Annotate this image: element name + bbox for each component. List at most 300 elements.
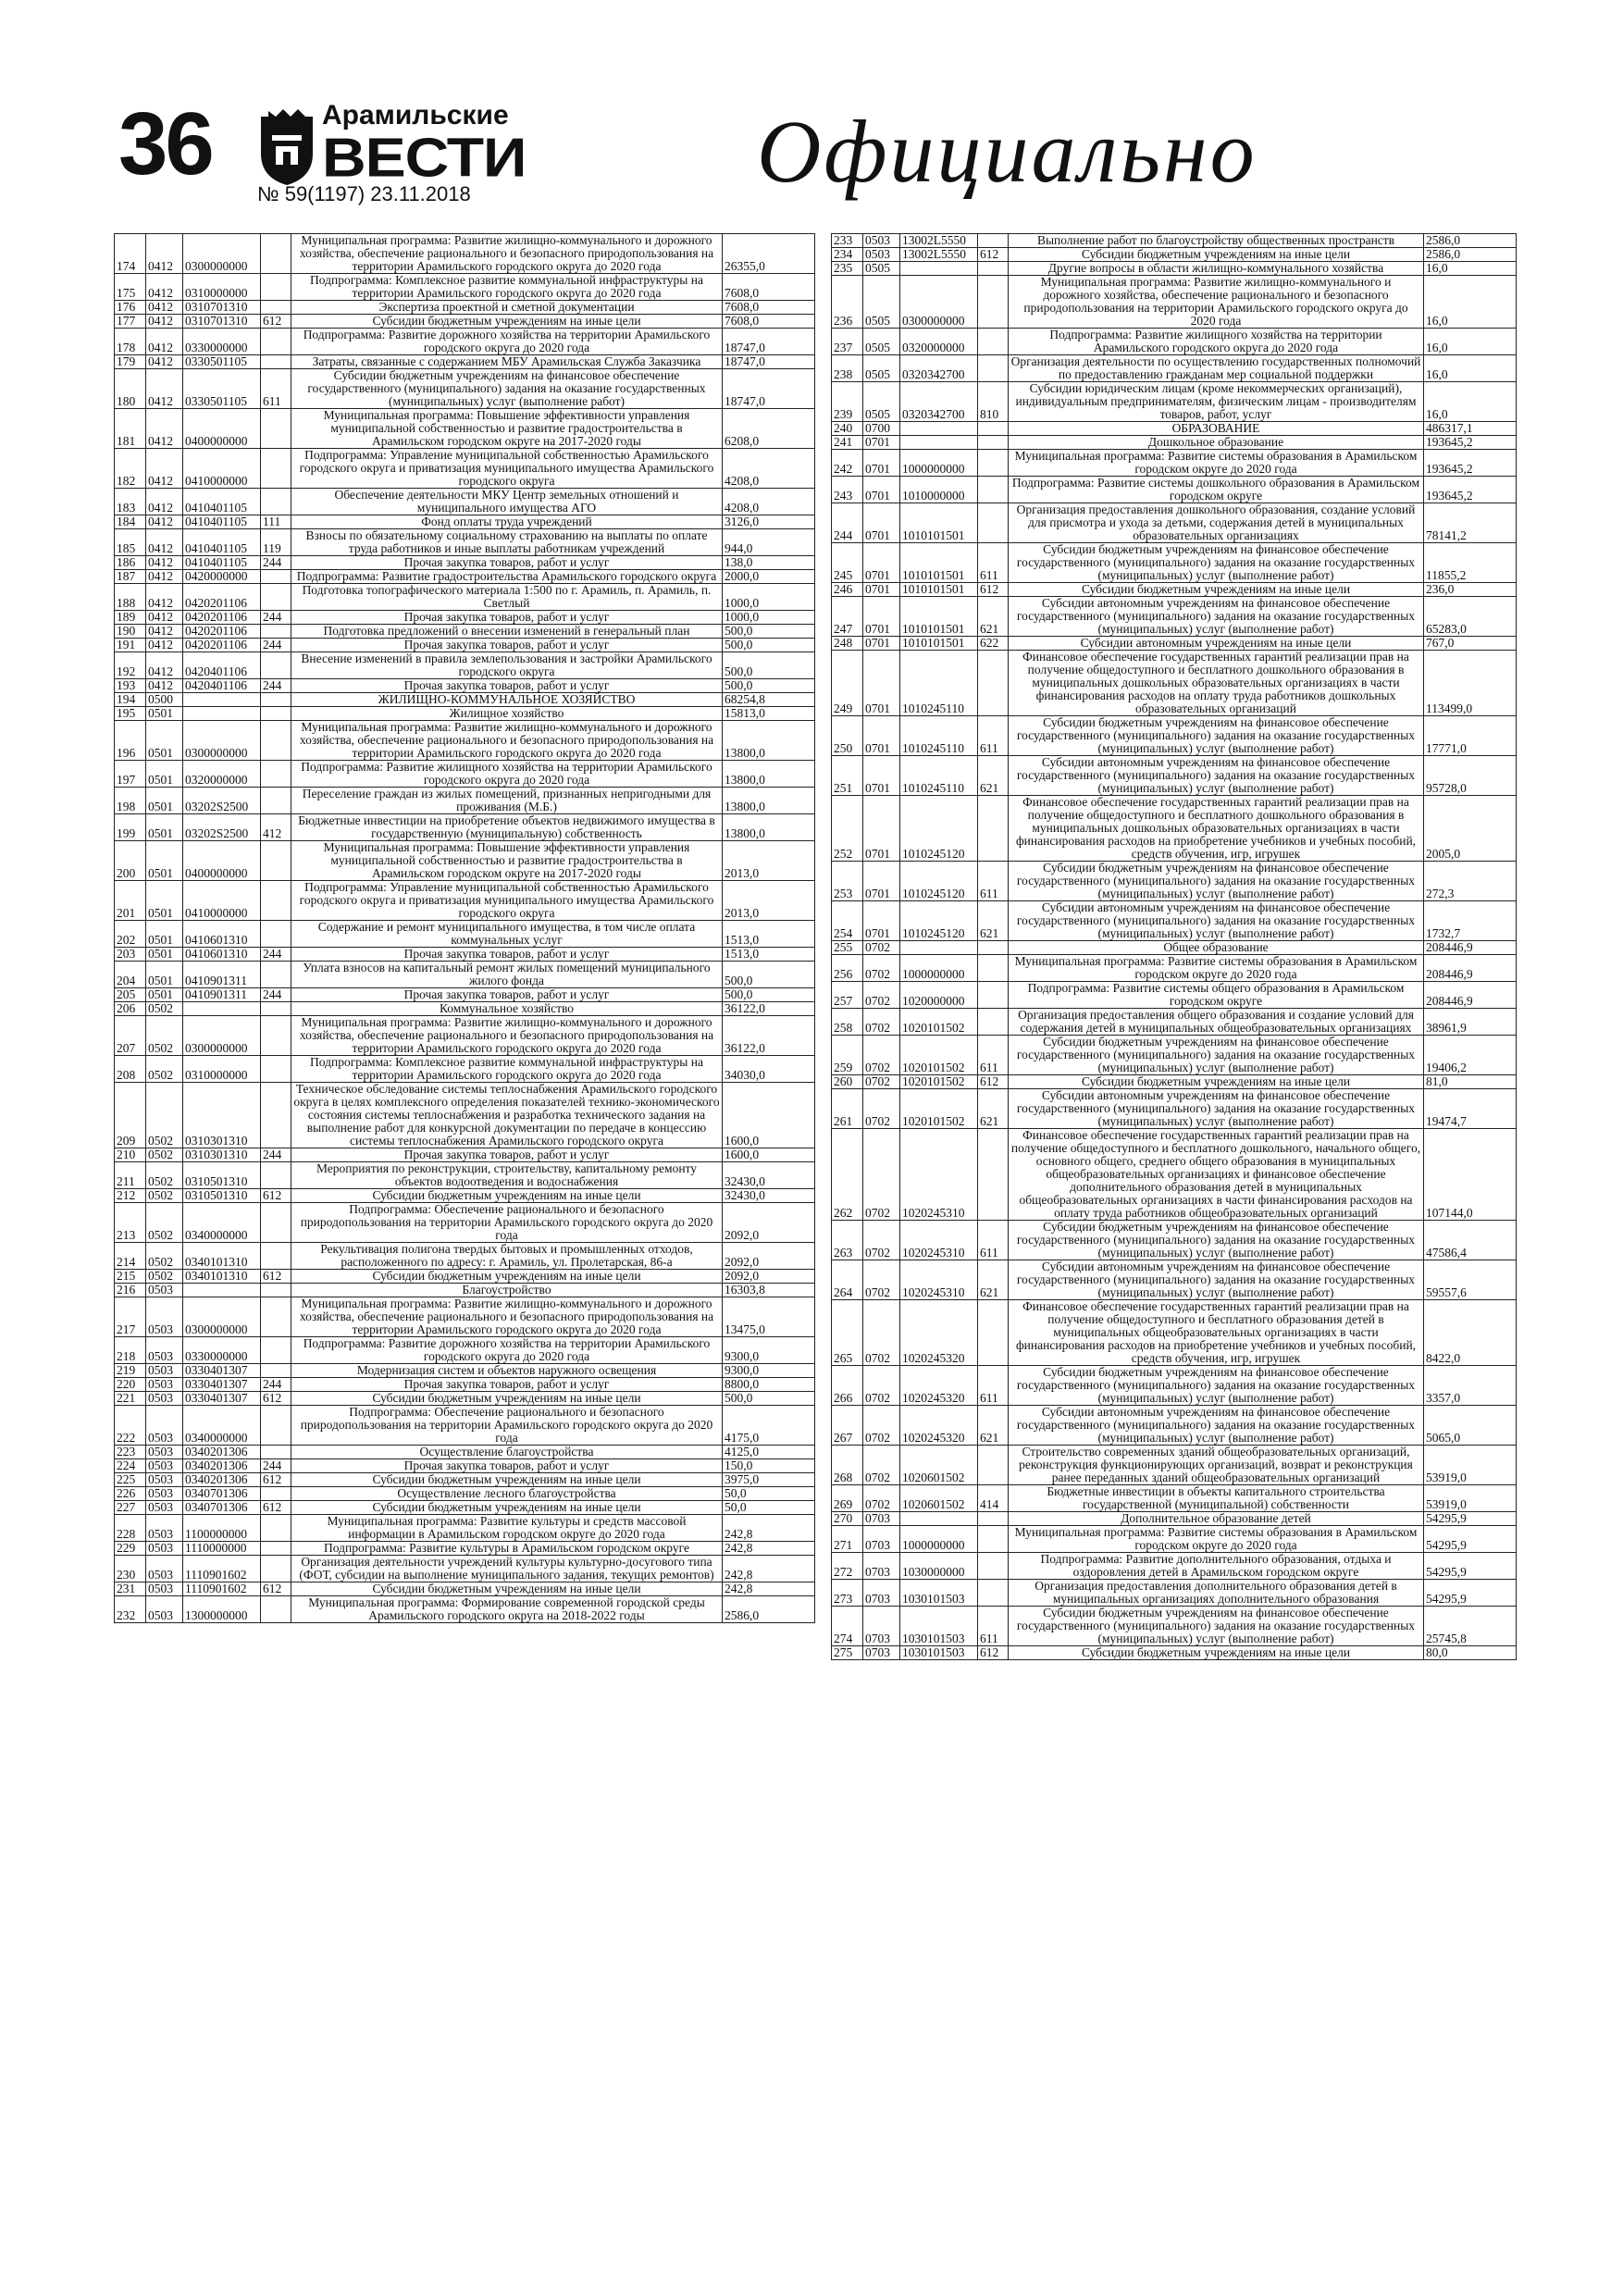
row-number: 220: [115, 1378, 146, 1392]
row-number: 252: [832, 796, 863, 862]
target-article: 1030101503: [900, 1607, 978, 1646]
expense-type: [978, 651, 1009, 716]
target-article: 0300000000: [183, 234, 261, 274]
table-row: [115, 1284, 815, 1297]
item-name: Подпрограмма: Развитие системы общего образования в Арамильском городском округе: [1009, 982, 1424, 1009]
table-row: [115, 1501, 815, 1515]
section-code: 0702: [863, 1260, 900, 1300]
amount: 81,0: [1424, 1075, 1517, 1089]
row-number: 185: [115, 529, 146, 556]
page-number: 36: [118, 94, 212, 193]
section-code: 0412: [146, 556, 183, 570]
target-article: 0330401307: [183, 1378, 261, 1392]
amount: 53919,0: [1424, 1446, 1517, 1485]
amount: 95728,0: [1424, 756, 1517, 796]
item-name: Субсидии бюджетным учреждениям на финансовое обеспечение государственного (муниципального) задания на оказание государственных (муниципальных) услуг (выполнение работ): [1009, 543, 1424, 583]
item-name: Общее образование: [1009, 941, 1424, 955]
row-number: 214: [115, 1243, 146, 1270]
amount: 4175,0: [723, 1406, 815, 1446]
row-number: 203: [115, 948, 146, 962]
target-article: 0340701306: [183, 1487, 261, 1501]
row-number: 271: [832, 1526, 863, 1553]
row-number: 182: [115, 449, 146, 489]
table-row: [115, 988, 815, 1002]
item-name: Фонд оплаты труда учреждений: [291, 515, 723, 529]
row-number: 191: [115, 639, 146, 652]
row-number: 253: [832, 862, 863, 901]
section-code: 0503: [146, 1392, 183, 1406]
item-name: Подпрограмма: Развитие культуры в Арамильском городском округе: [291, 1542, 723, 1556]
section-code: 0703: [863, 1512, 900, 1526]
masthead: [0, 0, 1623, 222]
table-row: [832, 941, 1517, 955]
target-article: 0310501310: [183, 1189, 261, 1203]
target-article: 0410401105: [183, 556, 261, 570]
table-row: [832, 1089, 1517, 1129]
amount: 7608,0: [723, 315, 815, 329]
section-code: 0503: [146, 1284, 183, 1297]
table-row: [832, 1553, 1517, 1580]
section-code: 0701: [863, 756, 900, 796]
row-number: 241: [832, 436, 863, 450]
amount: 54295,9: [1424, 1553, 1517, 1580]
row-number: 251: [832, 756, 863, 796]
table-row: [115, 515, 815, 529]
amount: 36122,0: [723, 1002, 815, 1016]
table-row: [115, 1487, 815, 1501]
item-name: Муниципальная программа: Развитие жилищно-коммунального и дорожного хозяйства, обеспечение рационального и безопасного природопользования на территории Арамильского городского округа до 2020 года: [291, 1297, 723, 1337]
amount: 9300,0: [723, 1337, 815, 1364]
row-number: 189: [115, 611, 146, 625]
item-name: Прочая закупка товаров, работ и услуг: [291, 1148, 723, 1162]
amount: 242,8: [723, 1542, 815, 1556]
amount: 16303,8: [723, 1284, 815, 1297]
expense-type: [978, 355, 1009, 382]
row-number: 205: [115, 988, 146, 1002]
item-name: Субсидии бюджетным учреждениям на финансовое обеспечение государственного (муниципального) задания на оказание государственных (муниципальных) услуг (выполнение работ): [1009, 1366, 1424, 1406]
row-number: 229: [115, 1542, 146, 1556]
item-name: Субсидии автономным учреждениям на иные цели: [1009, 637, 1424, 651]
expense-type: 412: [261, 814, 291, 841]
target-article: 1300000000: [183, 1596, 261, 1623]
target-article: 1000000000: [900, 450, 978, 477]
row-number: 198: [115, 788, 146, 814]
item-name: Организация предоставления общего образования и создание условий для содержания детей в муниципальных общеобразовательных организациях: [1009, 1009, 1424, 1036]
section-code: 0702: [863, 1300, 900, 1366]
table-row: [115, 301, 815, 315]
amount: 193645,2: [1424, 450, 1517, 477]
row-number: 187: [115, 570, 146, 584]
expense-type: 621: [978, 1406, 1009, 1446]
table-row: [832, 982, 1517, 1009]
target-article: 0420401106: [183, 652, 261, 679]
expense-type: [261, 1364, 291, 1378]
expense-type: [261, 329, 291, 355]
expense-type: [978, 477, 1009, 503]
item-name: Муниципальная программа: Развитие жилищно-коммунального и дорожного хозяйства, обеспечение рационального и безопасного природопользования на территории Арамильского городского округа до 2020 года: [291, 234, 723, 274]
amount: 54295,9: [1424, 1580, 1517, 1607]
section-code: 0503: [146, 1378, 183, 1392]
amount: 17771,0: [1424, 716, 1517, 756]
expense-type: [261, 1083, 291, 1148]
row-number: 232: [115, 1596, 146, 1623]
expense-type: [261, 652, 291, 679]
section-code: 0501: [146, 814, 183, 841]
table-row: [115, 329, 815, 355]
amount: 486317,1: [1424, 422, 1517, 436]
amount: 80,0: [1424, 1646, 1517, 1660]
expense-type: [978, 503, 1009, 543]
expense-type: [261, 1515, 291, 1542]
item-name: Благоустройство: [291, 1284, 723, 1297]
target-article: 1010101501: [900, 597, 978, 637]
row-number: 257: [832, 982, 863, 1009]
table-row: [832, 862, 1517, 901]
budget-table-right: [831, 233, 1517, 1660]
amount: 68254,8: [723, 693, 815, 707]
expense-type: [261, 1542, 291, 1556]
row-number: 199: [115, 814, 146, 841]
table-row: [115, 611, 815, 625]
table-row: [832, 503, 1517, 543]
row-number: 246: [832, 583, 863, 597]
row-number: 224: [115, 1459, 146, 1473]
target-article: 0330401307: [183, 1364, 261, 1378]
section-code: 0701: [863, 583, 900, 597]
expense-type: [261, 1596, 291, 1623]
row-number: 183: [115, 489, 146, 515]
amount: 3357,0: [1424, 1366, 1517, 1406]
target-article: 0300000000: [183, 1016, 261, 1056]
expense-type: [261, 1446, 291, 1459]
table-row: [832, 1406, 1517, 1446]
target-article: 1110901602: [183, 1556, 261, 1582]
target-article: 03202S2500: [183, 788, 261, 814]
section-code: 0503: [146, 1556, 183, 1582]
amount: 2092,0: [723, 1270, 815, 1284]
row-number: 192: [115, 652, 146, 679]
item-name: Затраты, связанные с содержанием МБУ Арамильская Служба Заказчика: [291, 355, 723, 369]
target-article: 0340201306: [183, 1459, 261, 1473]
section-code: 0503: [863, 248, 900, 262]
amount: 1600,0: [723, 1083, 815, 1148]
section-code: 0702: [863, 955, 900, 982]
table-row: [115, 234, 815, 274]
section-code: 0702: [863, 1036, 900, 1075]
section-code: 0501: [146, 962, 183, 988]
section-code: 0502: [146, 1083, 183, 1148]
section-code: 0503: [146, 1446, 183, 1459]
item-name: Финансовое обеспечение государственных гарантий реализации прав на получение общедоступного и бесплатного дошкольного образования в муниципальных дошкольных образовательных организациях в части финансирования расходов на оплату труда работников дошкольных образовательных организаций: [1009, 651, 1424, 716]
item-name: Субсидии бюджетным учреждениям на иные цели: [291, 315, 723, 329]
target-article: [900, 422, 978, 436]
section-code: 0412: [146, 329, 183, 355]
target-article: [900, 436, 978, 450]
section-code: 0701: [863, 716, 900, 756]
expense-type: 810: [978, 382, 1009, 422]
target-article: [183, 707, 261, 721]
row-number: 248: [832, 637, 863, 651]
item-name: Субсидии бюджетным учреждениям на иные цели: [291, 1189, 723, 1203]
section-code: 0503: [146, 1582, 183, 1596]
item-name: Прочая закупка товаров, работ и услуг: [291, 1378, 723, 1392]
amount: 236,0: [1424, 583, 1517, 597]
amount: 242,8: [723, 1556, 815, 1582]
item-name: Модернизация систем и объектов наружного освещения: [291, 1364, 723, 1378]
row-number: 221: [115, 1392, 146, 1406]
expense-type: [978, 276, 1009, 329]
amount: 242,8: [723, 1515, 815, 1542]
table-row: [832, 234, 1517, 248]
table-row: [832, 716, 1517, 756]
row-number: 193: [115, 679, 146, 693]
target-article: 0310301310: [183, 1083, 261, 1148]
target-article: 0320342700: [900, 355, 978, 382]
expense-type: 244: [261, 1459, 291, 1473]
amount: 2013,0: [723, 881, 815, 921]
row-number: 194: [115, 693, 146, 707]
target-article: 1000000000: [900, 955, 978, 982]
target-article: 1020245320: [900, 1300, 978, 1366]
amount: 2586,0: [1424, 248, 1517, 262]
section-code: 0500: [146, 693, 183, 707]
section-code: 0501: [146, 988, 183, 1002]
expense-type: 622: [978, 637, 1009, 651]
section-code: 0703: [863, 1526, 900, 1553]
amount: 59557,6: [1424, 1260, 1517, 1300]
row-number: 181: [115, 409, 146, 449]
row-number: 269: [832, 1485, 863, 1512]
table-row: [832, 436, 1517, 450]
row-number: 213: [115, 1203, 146, 1243]
item-name: Субсидии бюджетным учреждениям на финансовое обеспечение государственного (муниципального) задания на оказание государственных (муниципальных) услуг (выполнение работ): [1009, 1607, 1424, 1646]
amount: 13800,0: [723, 814, 815, 841]
table-row: [115, 1364, 815, 1378]
row-number: 204: [115, 962, 146, 988]
table-row: [115, 1473, 815, 1487]
target-article: 1010101501: [900, 543, 978, 583]
item-name: Субсидии бюджетным учреждениям на иные цели: [1009, 1646, 1424, 1660]
target-article: 0340000000: [183, 1406, 261, 1446]
amount: 500,0: [723, 652, 815, 679]
target-article: 13002L5550: [900, 248, 978, 262]
item-name: Содержание и ремонт муниципального имущества, в том числе оплата коммунальных услуг: [291, 921, 723, 948]
amount: 25745,8: [1424, 1607, 1517, 1646]
row-number: 201: [115, 881, 146, 921]
row-number: 255: [832, 941, 863, 955]
target-article: 1020101502: [900, 1036, 978, 1075]
target-article: 1010101501: [900, 503, 978, 543]
section-code: 0502: [146, 1243, 183, 1270]
section-title: Официально: [757, 102, 1258, 201]
section-code: 0412: [146, 355, 183, 369]
table-row: [115, 948, 815, 962]
item-name: ЖИЛИЩНО-КОММУНАЛЬНОЕ ХОЗЯЙСТВО: [291, 693, 723, 707]
amount: 53919,0: [1424, 1485, 1517, 1512]
expense-type: [261, 1556, 291, 1582]
expense-type: 621: [978, 901, 1009, 941]
amount: 54295,9: [1424, 1526, 1517, 1553]
item-name: Уплата взносов на капитальный ремонт жилых помещений муниципального жилого фонда: [291, 962, 723, 988]
row-number: 233: [832, 234, 863, 248]
target-article: 1020101502: [900, 1075, 978, 1089]
amount: 1513,0: [723, 948, 815, 962]
section-code: 0503: [146, 1364, 183, 1378]
amount: 16,0: [1424, 382, 1517, 422]
target-article: 0420201106: [183, 611, 261, 625]
section-code: 0505: [863, 329, 900, 355]
amount: 15813,0: [723, 707, 815, 721]
row-number: 207: [115, 1016, 146, 1056]
expense-type: [978, 1446, 1009, 1485]
table-row: [115, 1148, 815, 1162]
table-row: [115, 1243, 815, 1270]
amount: 500,0: [723, 1392, 815, 1406]
section-code: 0701: [863, 503, 900, 543]
row-number: 268: [832, 1446, 863, 1485]
row-number: 230: [115, 1556, 146, 1582]
section-code: 0701: [863, 862, 900, 901]
table-row: [115, 652, 815, 679]
expense-type: 244: [261, 1378, 291, 1392]
section-code: 0701: [863, 637, 900, 651]
target-article: [183, 1284, 261, 1297]
target-article: 0340201306: [183, 1446, 261, 1459]
section-code: 0702: [863, 1366, 900, 1406]
target-article: 1010101501: [900, 637, 978, 651]
section-code: 0701: [863, 597, 900, 637]
amount: 13800,0: [723, 788, 815, 814]
row-number: 188: [115, 584, 146, 611]
amount: 16,0: [1424, 276, 1517, 329]
section-code: 0412: [146, 369, 183, 409]
item-name: Организация деятельности учреждений культуры культурно-досугового типа (ФОТ, субсидии на выполнение муниципального задания, текущих ремонтов): [291, 1556, 723, 1582]
target-article: 0400000000: [183, 841, 261, 881]
table-row: [115, 693, 815, 707]
amount: 2586,0: [1424, 234, 1517, 248]
section-code: 0502: [146, 1002, 183, 1016]
target-article: 03202S2500: [183, 814, 261, 841]
row-number: 179: [115, 355, 146, 369]
amount: 767,0: [1424, 637, 1517, 651]
item-name: Подготовка топографического материала 1:500 по г. Арамиль, п. Арамиль, п. Светлый: [291, 584, 723, 611]
section-code: 0701: [863, 543, 900, 583]
target-article: 1020601502: [900, 1485, 978, 1512]
target-article: 0310000000: [183, 1056, 261, 1083]
item-name: Субсидии автономным учреждениям на финансовое обеспечение государственного (муниципального) задания на оказание государственных (муниципальных) услуг (выполнение работ): [1009, 756, 1424, 796]
expense-type: 612: [261, 1392, 291, 1406]
target-article: 0420201106: [183, 584, 261, 611]
row-number: 177: [115, 315, 146, 329]
expense-type: [261, 841, 291, 881]
item-name: Прочая закупка товаров, работ и услуг: [291, 948, 723, 962]
section-code: 0703: [863, 1646, 900, 1660]
expense-type: 244: [261, 988, 291, 1002]
section-code: 0505: [863, 382, 900, 422]
expense-type: 244: [261, 556, 291, 570]
table-row: [832, 901, 1517, 941]
table-row: [832, 1366, 1517, 1406]
table-row: [832, 1485, 1517, 1512]
table-row: [115, 1203, 815, 1243]
row-number: 196: [115, 721, 146, 761]
table-row: [115, 761, 815, 788]
section-code: 0412: [146, 449, 183, 489]
item-name: Прочая закупка товаров, работ и услуг: [291, 988, 723, 1002]
row-number: 238: [832, 355, 863, 382]
item-name: Подпрограмма: Развитие жилищного хозяйства на территории Арамильского городского округа до 2020 года: [291, 761, 723, 788]
expense-type: [261, 761, 291, 788]
section-code: 0503: [146, 1501, 183, 1515]
item-name: Субсидии автономным учреждениям на финансовое обеспечение государственного (муниципального) задания на оказание государственных (муниципальных) услуг (выполнение работ): [1009, 901, 1424, 941]
expense-type: [978, 1129, 1009, 1221]
amount: 13800,0: [723, 761, 815, 788]
row-number: 243: [832, 477, 863, 503]
section-code: 0412: [146, 515, 183, 529]
item-name: Дошкольное образование: [1009, 436, 1424, 450]
item-name: Организация предоставления дополнительного образования детей в муниципальных организациях дополнительного образования: [1009, 1580, 1424, 1607]
section-code: 0701: [863, 796, 900, 862]
row-number: 174: [115, 234, 146, 274]
table-row: [832, 450, 1517, 477]
table-row: [115, 355, 815, 369]
item-name: Мероприятия по реконструкции, строительству, капитальному ремонту объектов водоотведения и водоснабжения: [291, 1162, 723, 1189]
row-number: 215: [115, 1270, 146, 1284]
item-name: Субсидии автономным учреждениям на финансовое обеспечение государственного (муниципального) задания на оказание государственных (муниципальных) услуг (выполнение работ): [1009, 597, 1424, 637]
target-article: 0320000000: [900, 329, 978, 355]
item-name: Рекультивация полигона твердых бытовых и промышленных отходов, расположенного по адресу: г. Арамиль, ул. Пролетарская, 86-а: [291, 1243, 723, 1270]
section-code: 0701: [863, 450, 900, 477]
expense-type: 414: [978, 1485, 1009, 1512]
row-number: 178: [115, 329, 146, 355]
target-article: 0340101310: [183, 1270, 261, 1284]
amount: 2092,0: [723, 1203, 815, 1243]
amount: 78141,2: [1424, 503, 1517, 543]
item-name: Субсидии автономным учреждениям на финансовое обеспечение государственного (муниципального) задания на оказание государственных (муниципальных) услуг (выполнение работ): [1009, 1406, 1424, 1446]
section-code: 0503: [146, 1596, 183, 1623]
target-article: 0300000000: [183, 1297, 261, 1337]
table-row: [115, 788, 815, 814]
item-name: Субсидии бюджетным учреждениям на иные цели: [291, 1473, 723, 1487]
row-number: 231: [115, 1582, 146, 1596]
expense-type: 612: [978, 583, 1009, 597]
section-code: 0702: [863, 1129, 900, 1221]
row-number: 250: [832, 716, 863, 756]
expense-type: 611: [978, 543, 1009, 583]
row-number: 206: [115, 1002, 146, 1016]
row-number: 258: [832, 1009, 863, 1036]
table-row: [832, 248, 1517, 262]
row-number: 208: [115, 1056, 146, 1083]
section-code: 0702: [863, 1406, 900, 1446]
item-name: Осуществление благоустройства: [291, 1446, 723, 1459]
item-name: Муниципальная программа: Развитие системы образования в Арамильском городском округе до 2020 года: [1009, 450, 1424, 477]
table-row: [115, 707, 815, 721]
amount: 4208,0: [723, 489, 815, 515]
amount: 242,8: [723, 1582, 815, 1596]
expense-type: [261, 234, 291, 274]
target-article: 0310501310: [183, 1162, 261, 1189]
expense-type: [978, 1580, 1009, 1607]
city-crest-icon: [257, 107, 316, 187]
table-row: [832, 1129, 1517, 1221]
row-number: 223: [115, 1446, 146, 1459]
row-number: 217: [115, 1297, 146, 1337]
table-row: [115, 1446, 815, 1459]
expense-type: [978, 450, 1009, 477]
item-name: ОБРАЗОВАНИЕ: [1009, 422, 1424, 436]
target-article: 1020245320: [900, 1366, 978, 1406]
